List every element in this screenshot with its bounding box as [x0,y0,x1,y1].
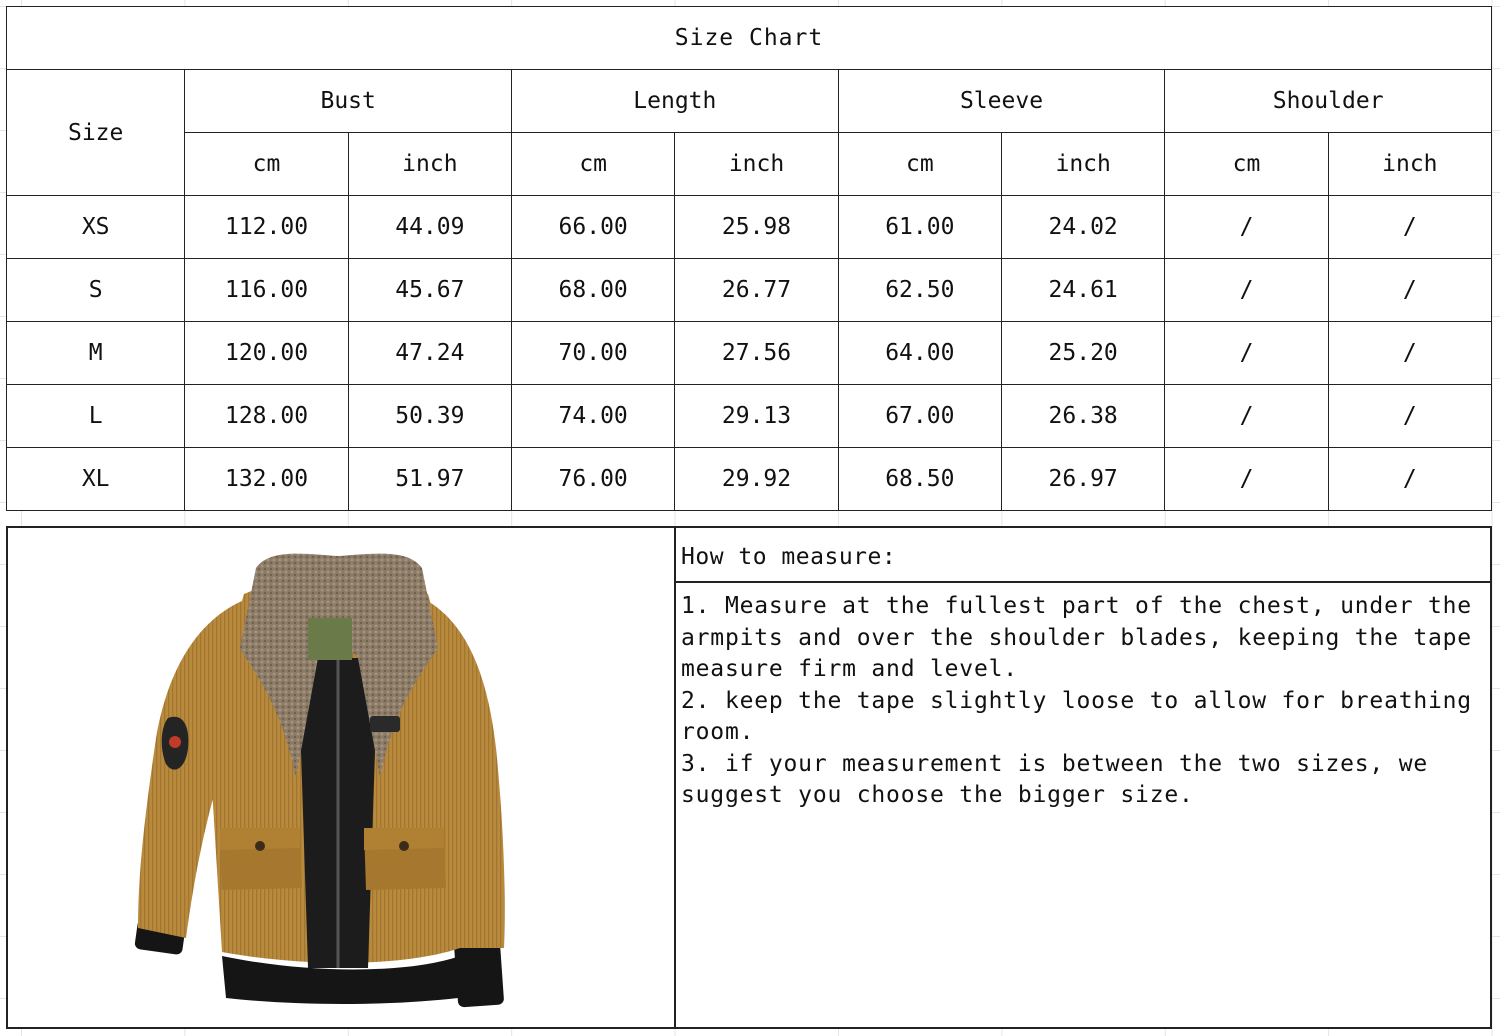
table-cell: 116.00 [185,259,348,322]
table-cell: 66.00 [512,196,675,259]
table-cell: 76.00 [512,448,675,511]
column-group-bust: Bust [185,70,512,133]
unit-header-length-inch: inch [675,133,838,196]
product-photo [8,528,676,1027]
table-cell: 62.50 [838,259,1001,322]
table-cell: 26.97 [1002,448,1165,511]
table-cell: 128.00 [185,385,348,448]
table-row [7,259,1492,322]
table-cell: 51.97 [348,448,511,511]
table-cell: 50.39 [348,385,511,448]
column-group-sleeve: Sleeve [838,70,1165,133]
table-cell: 68.00 [512,259,675,322]
size-label: M [7,322,185,385]
table-cell: 74.00 [512,385,675,448]
table-row [7,385,1492,448]
table-row [7,448,1492,511]
jacket-graphic [134,554,505,1008]
unit-header-sleeve-cm: cm [838,133,1001,196]
table-cell: 44.09 [348,196,511,259]
size-chart-table [6,6,1492,511]
table-cell: 132.00 [185,448,348,511]
table-cell: 27.56 [675,322,838,385]
unit-header-shoulder-inch: inch [1328,133,1491,196]
column-group-shoulder: Shoulder [1165,70,1492,133]
table-cell: 68.50 [838,448,1001,511]
table-cell: 45.67 [348,259,511,322]
table-cell: 112.00 [185,196,348,259]
table-cell: / [1165,259,1328,322]
table-cell: 70.00 [512,322,675,385]
size-label: XS [7,196,185,259]
table-cell: / [1328,196,1491,259]
size-label: S [7,259,185,322]
table-cell: / [1165,385,1328,448]
chart-title: Size Chart [7,7,1492,70]
table-cell: / [1165,196,1328,259]
size-label: XL [7,448,185,511]
table-cell: 29.13 [675,385,838,448]
table-cell: 25.20 [1002,322,1165,385]
jacket-image [8,528,674,1027]
table-cell: 26.38 [1002,385,1165,448]
table-cell: 29.92 [675,448,838,511]
size-header: Size [7,70,185,196]
table-cell: 25.98 [675,196,838,259]
table-cell: / [1328,385,1491,448]
table-row [7,196,1492,259]
unit-header-sleeve-inch: inch [1002,133,1165,196]
unit-header-length-cm: cm [512,133,675,196]
measure-title: How to measure: [676,528,1490,583]
table-cell: / [1328,448,1491,511]
table-cell: 24.02 [1002,196,1165,259]
table-cell: / [1328,322,1491,385]
info-panel [6,526,1492,1029]
measure-step: 2. keep the tape slightly loose to allow for breathing room. [681,687,1472,745]
table-cell: 26.77 [675,259,838,322]
table-cell: 24.61 [1002,259,1165,322]
unit-header-bust-inch: inch [348,133,511,196]
table-cell: 64.00 [838,322,1001,385]
table-cell: / [1165,448,1328,511]
table-cell: 120.00 [185,322,348,385]
table-cell: / [1165,322,1328,385]
unit-header-bust-cm: cm [185,133,348,196]
table-cell: / [1328,259,1491,322]
table-row [7,322,1492,385]
column-group-length: Length [512,70,839,133]
table-cell: 67.00 [838,385,1001,448]
size-label: L [7,385,185,448]
measure-step: 3. if your measurement is between the two sizes, we suggest you choose the bigger size. [681,750,1429,808]
table-cell: 61.00 [838,196,1001,259]
unit-header-shoulder-cm: cm [1165,133,1328,196]
table-cell: 47.24 [348,322,511,385]
measure-step: 1. Measure at the fullest part of the chest, under the armpits and over the shoulder blades, keeping the tape measure firm and level. [681,593,1472,682]
measure-instructions [676,585,1490,1027]
